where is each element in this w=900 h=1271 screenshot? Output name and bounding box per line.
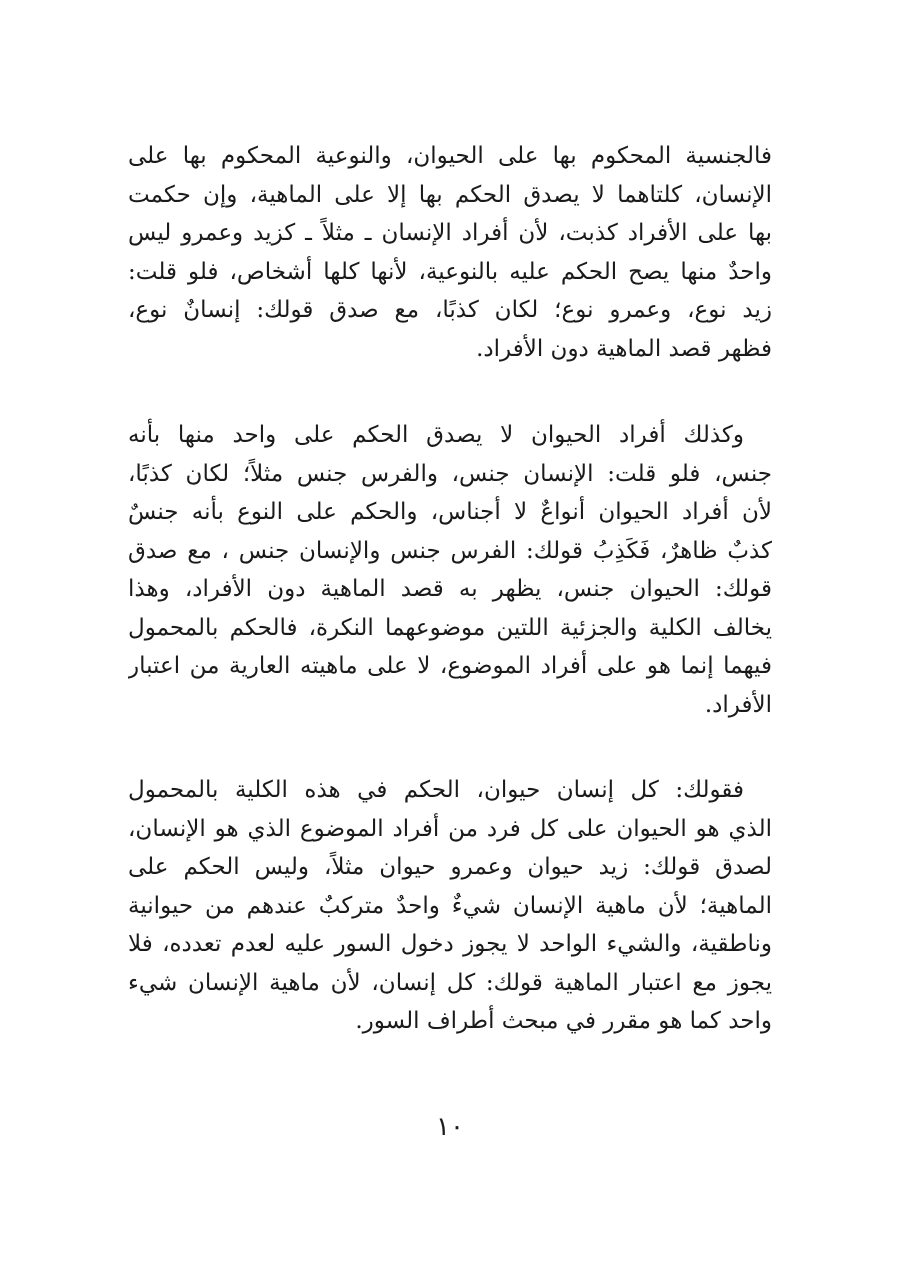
paragraph-line: الإنسان، كلتاهما لا يصدق الحكم بها إلا على الماهية، وإن حكمت: [128, 181, 772, 208]
paragraph-line: وناطقية، والشيء الواحد لا يجوز دخول السور عليه لعدم تعدده، فلا: [128, 931, 772, 957]
paragraph-line: الأفراد.: [704, 691, 772, 718]
paragraph-line: فيهما إنما هو على أفراد الموضوع، لا على ماهيته العارية من اعتبار: [128, 653, 772, 679]
paragraph-line: الذي هو الحيوان على كل فرد من أفراد الموضوع الذي هو الإنسان،: [128, 815, 772, 842]
paragraph-line: جنس، فلو قلت: الإنسان جنس، والفرس جنس مثلاً؛ لكان كذبًا،: [128, 460, 772, 487]
paragraph-line: يجوز مع اعتبار الماهية قولك: كل إنسان، لأن ماهية الإنسان شيء: [128, 969, 772, 996]
paragraph-line: يخالف الكلية والجزئية اللتين موضوعهما النكرة، فالحكم بالمحمول: [128, 614, 772, 641]
paragraph-line: فالجنسية المحكوم بها على الحيوان، والنوعية المحكوم بها على: [128, 143, 772, 169]
paragraph-3: [128, 771, 772, 1041]
paragraph-1: [128, 137, 772, 368]
paragraph-line: قولك: الحيوان جنس، يظهر به قصد الماهية دون الأفراد، وهذا: [128, 576, 772, 602]
page-number: ١٠: [436, 1112, 464, 1142]
paragraph-line: واحد كما هو مقرر في مبحث أطراف السور.: [355, 1008, 772, 1034]
paragraph-line: لأن أفراد الحيوان أنواعٌ لا أجناس، والحكم على النوع بأنه جنسٌ: [128, 499, 772, 525]
paragraph-line: فظهر قصد الماهية دون الأفراد.: [476, 335, 772, 362]
paragraph-line: كذبٌ ظاهرٌ، فَكَذِبُ قولك: الفرس جنس والإنسان جنس ، مع صدق: [128, 537, 772, 564]
paragraph-line: بها على الأفراد كذبت، لأن أفراد الإنسان ـ مثلاً ـ كزيد وعمرو ليس: [128, 220, 772, 246]
paragraph-line: لصدق قولك: زيد حيوان وعمرو حيوان مثلاً، وليس الحكم على: [128, 854, 772, 880]
paragraph-line: فقولك: كل إنسان حيوان، الحكم في هذه الكلية بالمحمول: [128, 777, 744, 803]
paragraph-line: واحدٌ منها يصح الحكم عليه بالنوعية، لأنها كلها أشخاص، فلو قلت:: [128, 258, 772, 285]
paragraph-line: وكذلك أفراد الحيوان لا يصدق الحكم على واحد منها بأنه: [128, 422, 744, 448]
paragraph-line: الماهية؛ لأن ماهية الإنسان شيءٌ واحدٌ متركبٌ عندهم من حيوانية: [128, 892, 772, 919]
paragraph-2: [128, 416, 772, 724]
paragraph-line: زيد نوع، وعمرو نوع؛ لكان كذبًا، مع صدق قولك: إنسانٌ نوع،: [128, 297, 772, 323]
